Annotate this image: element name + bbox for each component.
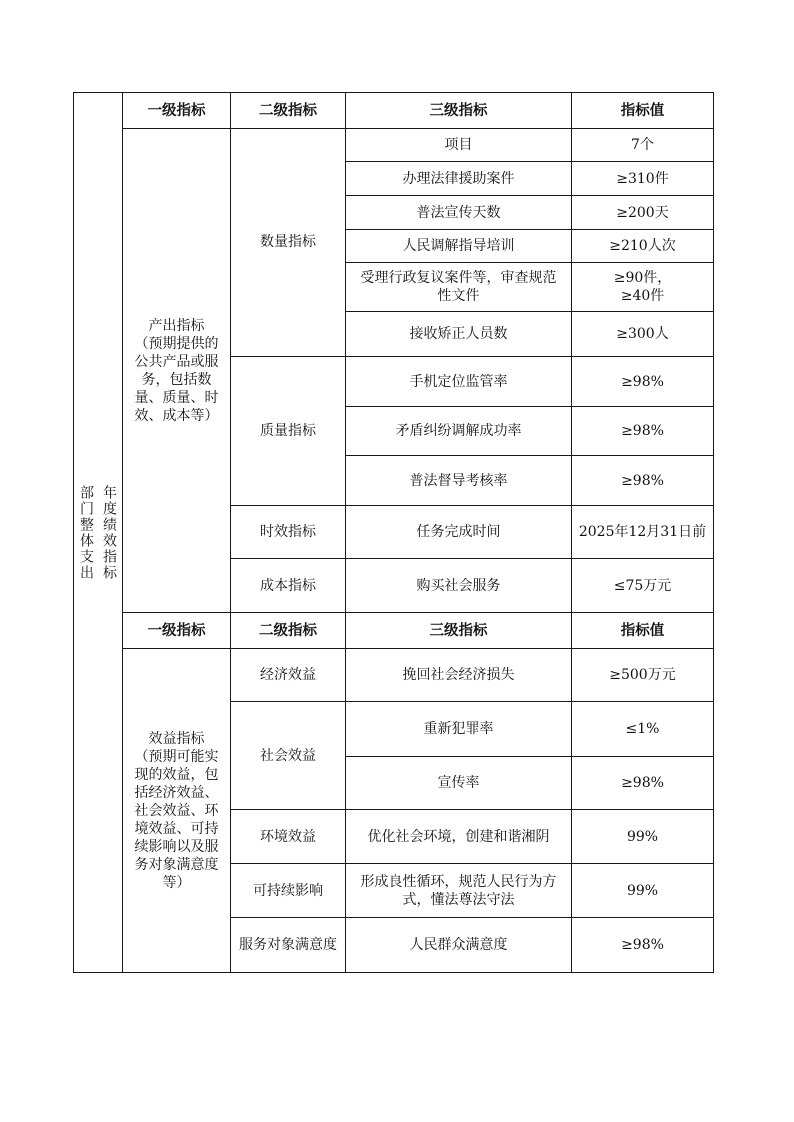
quantity-metric-1: 项目 <box>444 137 473 153</box>
header-value: 指标值 <box>620 101 665 119</box>
cost-metric: 购买社会服务 <box>416 577 501 594</box>
sustainable-value: 99% <box>626 882 659 899</box>
quantity-value-3: ≥200天 <box>616 204 669 221</box>
quality-metric-3: 普法督导考核率 <box>409 472 508 489</box>
quantity-metric-5: 受理行政复议案件等，审查规范性文件 <box>360 270 557 304</box>
economic-metric: 挽回社会经济损失 <box>402 667 515 683</box>
side-label-annual <box>96 93 122 972</box>
quantity-metric-6: 接收矫正人员数 <box>409 326 508 342</box>
quality-metric-1: 手机定位监管率 <box>409 373 508 390</box>
quality-metric-2: 矛盾纠纷调解成功率 <box>395 423 522 439</box>
quantity-metric-2: 办理法律援助案件 <box>402 170 515 187</box>
quantity-value-1: 7个 <box>631 137 654 153</box>
quality-value-1: ≥98% <box>621 373 664 390</box>
social-metric-2: 宣传率 <box>437 775 480 791</box>
satisfaction-indicator-label: 服务对象满意度 <box>239 937 337 953</box>
side-label-department-text: 部门整体支出 <box>78 484 94 581</box>
quantity-metric-3: 普法宣传天数 <box>416 204 501 221</box>
side-label-annual-text: 年度绩效指标 <box>101 484 117 581</box>
social-value-1: ≤1% <box>625 721 660 737</box>
cost-indicator-label: 成本指标 <box>260 577 316 594</box>
quantity-value-2: ≥310件 <box>616 170 669 187</box>
quality-value-2: ≥98% <box>621 423 664 439</box>
output-indicator-label: 产出指标 （预期提供的公共产品或服务，包括数量、质量、时效、成本等） <box>134 317 219 424</box>
quantity-value-4: ≥210人次 <box>609 238 676 254</box>
satisfaction-value: ≥98% <box>621 937 664 953</box>
sustainable-indicator-label: 可持续影响 <box>253 882 323 899</box>
header-level2-repeat: 二级指标 <box>259 621 317 639</box>
table-border-right <box>713 92 714 973</box>
header-level2: 二级指标 <box>259 101 317 119</box>
satisfaction-metric: 人民群众满意度 <box>409 937 508 953</box>
header-level1: 一级指标 <box>147 101 206 119</box>
quantity-value-6: ≥300人 <box>616 326 669 342</box>
environmental-indicator-label: 环境效益 <box>260 828 316 845</box>
environmental-value: 99% <box>626 828 659 845</box>
side-label-department <box>74 93 98 972</box>
environmental-metric: 优化社会环境，创建和谐湘阴 <box>367 828 550 845</box>
timeliness-value: 2025年12月31日前 <box>578 524 707 540</box>
cost-value: ≤75万元 <box>613 577 672 594</box>
social-metric-1: 重新犯罪率 <box>423 721 494 737</box>
sustainable-metric: 形成良性循环，规范人民行为方式，懂法尊法守法 <box>360 873 557 908</box>
timeliness-metric: 任务完成时间 <box>416 524 501 540</box>
social-value-2: ≥98% <box>621 775 664 791</box>
benefit-indicator-label: 效益指标 （预期可能实现的效益，包括经济效益、社会效益、环境效益、可持续影响以及服务对象满意度等） <box>134 730 219 891</box>
economic-indicator-label: 经济效益 <box>260 667 316 683</box>
economic-value: ≥500万元 <box>609 667 676 683</box>
table-border-bottom <box>73 972 714 973</box>
quality-indicator-label: 质量指标 <box>260 423 316 439</box>
header-value-repeat: 指标值 <box>620 621 665 639</box>
timeliness-indicator-label: 时效指标 <box>260 524 316 540</box>
quality-value-3: ≥98% <box>621 472 664 489</box>
quantity-metric-4: 人民调解指导培训 <box>402 238 515 254</box>
social-indicator-label: 社会效益 <box>260 747 316 764</box>
quantity-value-5: ≥90件， ≥40件 <box>613 270 672 304</box>
quantity-indicator-label: 数量指标 <box>260 234 316 250</box>
header-level3-repeat: 三级指标 <box>429 621 488 639</box>
header-level1-repeat: 一级指标 <box>147 621 206 639</box>
header-level3: 三级指标 <box>429 101 488 119</box>
